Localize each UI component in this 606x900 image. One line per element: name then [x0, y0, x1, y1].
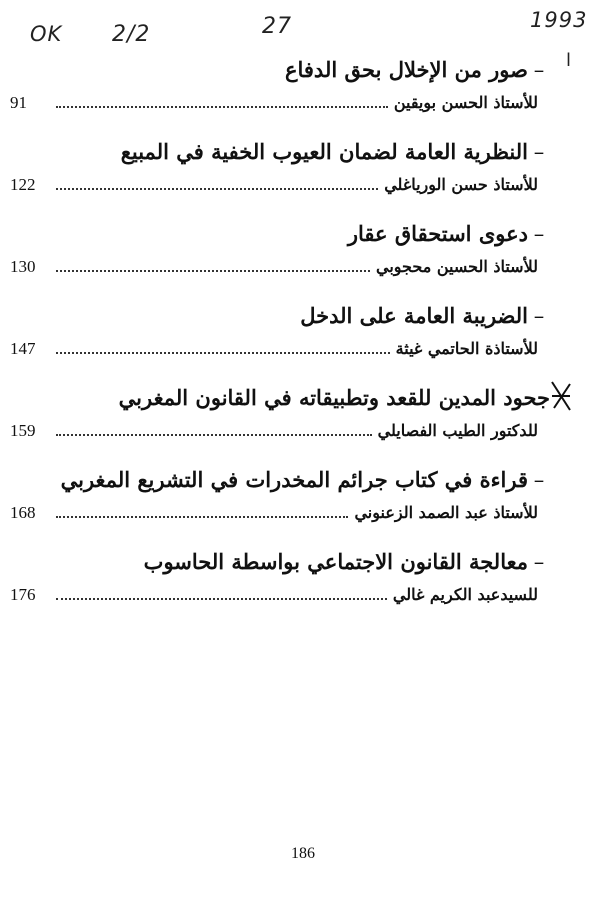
- entry-title: قراءة في كتاب جرائم المخدرات في التشريع المغربي: [60, 467, 528, 492]
- entry-page-number: 91: [10, 93, 27, 112]
- entry-author: للأستاذ الحسين محجوبي: [375, 257, 538, 276]
- handwritten-year: 1993: [530, 8, 588, 32]
- dash-marker: –: [533, 58, 545, 82]
- entry-title: معالجة القانون الاجتماعي بواسطة الحاسوب: [143, 549, 528, 574]
- entry-title: جحود المدين للقعد وتطبيقاته في القانون المغربي: [118, 385, 550, 410]
- entry-author: للأستاذ عبد الصمد الزعنوني: [354, 503, 538, 522]
- entry-author: للأستاذة الحاتمي غيثة: [395, 339, 538, 358]
- entry-page-number: 147: [10, 339, 36, 358]
- entry-page-number: 176: [10, 585, 36, 604]
- handwritten-ok: OK: [30, 22, 63, 46]
- dot-leader: [56, 105, 388, 108]
- toc-entry: [10, 546, 550, 628]
- page-number: 186: [291, 845, 315, 862]
- entry-page-number: 130: [10, 257, 36, 276]
- toc-entry: [10, 464, 550, 546]
- dot-leader: [56, 351, 390, 354]
- dash-marker: –: [533, 304, 545, 328]
- entry-title: دعوى استحقاق عقار: [347, 221, 528, 246]
- dash-marker: –: [533, 468, 545, 492]
- toc-entry: [10, 382, 550, 464]
- entry-page-number: 122: [10, 175, 36, 194]
- handwritten-mark: ﺍ: [566, 50, 572, 71]
- handwritten-fraction: 2/2: [112, 22, 151, 47]
- entry-title: الضريبة العامة على الدخل: [300, 303, 528, 328]
- entry-page-number: 159: [10, 421, 36, 440]
- handwritten-x-mark-icon: [548, 378, 574, 414]
- entry-page-number: 168: [10, 503, 36, 522]
- entry-title: صور من الإخلال بحق الدفاع: [284, 57, 528, 82]
- dash-marker: –: [533, 140, 545, 164]
- dot-leader: [56, 187, 378, 190]
- toc-entry: [10, 300, 550, 382]
- toc-entry: [10, 136, 550, 218]
- entry-author: للسيدعبد الكريم غالي: [392, 585, 538, 604]
- dot-leader: [56, 433, 372, 436]
- handwritten-number: 27: [262, 14, 292, 39]
- toc-entry: [10, 218, 550, 300]
- table-of-contents: [10, 54, 550, 628]
- dash-marker: –: [533, 550, 545, 574]
- dot-leader: [56, 269, 370, 272]
- entry-author: للدكتور الطيب الفصايلي: [377, 421, 538, 440]
- entry-author: للأستاذ الحسن بويقين: [393, 93, 538, 112]
- dash-marker: –: [533, 222, 545, 246]
- toc-entry: [10, 54, 550, 136]
- entry-title: النظرية العامة لضمان العيوب الخفية في المبيع: [120, 139, 528, 164]
- dot-leader: [56, 515, 348, 518]
- dot-leader: [56, 597, 387, 600]
- entry-author: للأستاذ حسن الورياغلي: [384, 175, 538, 194]
